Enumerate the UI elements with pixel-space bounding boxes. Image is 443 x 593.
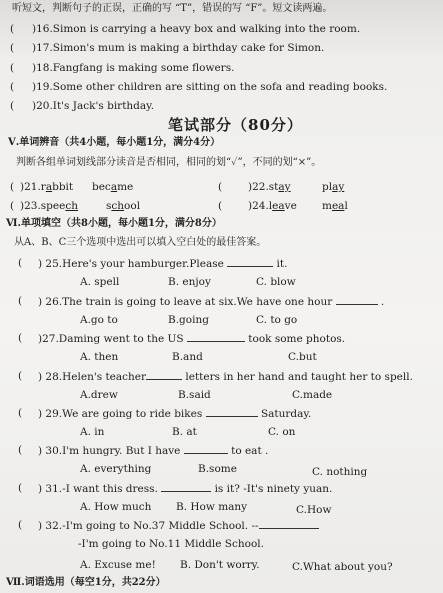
answer-paren: (: [10, 81, 15, 93]
word-part: l: [344, 200, 348, 212]
option-c: C.What about you?: [292, 561, 393, 573]
question-32: [38, 518, 319, 533]
answer-paren: (: [218, 181, 223, 193]
answer-blank[interactable]: [227, 256, 273, 267]
question-number: )16.: [32, 23, 53, 35]
question-number: ) 29.: [38, 408, 63, 420]
question-text: We are going to ride bikes: [62, 408, 203, 420]
answer-paren: (: [10, 23, 15, 35]
answer-paren: (: [10, 42, 15, 54]
answer-paren: (: [218, 200, 223, 212]
question-text: Simon is carrying a heavy box and walking into the room.: [52, 23, 361, 35]
question-text: Here's your hamburger.Please: [62, 258, 224, 270]
word-part: r: [40, 181, 46, 193]
option-b: B. How many: [176, 501, 248, 513]
option-a: A.go to: [80, 314, 118, 326]
question-text: Daming went to the US: [58, 333, 184, 345]
question-number: ) 30.: [38, 445, 63, 457]
word-2: [106, 199, 140, 213]
answer-paren: (: [18, 519, 23, 531]
question-number: )19.: [32, 81, 53, 93]
word-part: me: [117, 181, 134, 193]
word-part: bbit: [52, 181, 74, 193]
answer-blank[interactable]: [336, 294, 378, 305]
question-32-reply: -I'm going to No.11 Middle School.: [78, 538, 264, 550]
question-text: Helen's teacher: [62, 371, 147, 383]
underlined-part: a: [45, 181, 53, 193]
question-number: ) 28.: [38, 371, 63, 383]
word-2: [322, 199, 348, 213]
option-a: A. in: [80, 426, 105, 438]
question-28: [38, 369, 413, 384]
word-part: spee: [40, 200, 66, 212]
answer-blank[interactable]: [259, 518, 319, 529]
answer-paren: (: [18, 482, 23, 494]
question-23: [20, 199, 78, 213]
word-part: l: [268, 200, 273, 212]
underlined-part: ay: [332, 181, 345, 193]
question-18: [32, 61, 234, 75]
section-6-instruction: 从A、B、C三个选项中选出可以填入空白处的最佳答案。: [14, 237, 267, 248]
written-part-title: 笔试部分（80分）: [168, 116, 303, 134]
word-2: [322, 180, 344, 194]
question-text: Fangfang is making some flowers.: [52, 62, 235, 74]
question-text: -I want this dress.: [62, 483, 158, 495]
underlined-part: ch: [65, 200, 78, 212]
answer-paren: (: [18, 407, 23, 419]
question-text: The train is going to leave at six.We have one hour: [62, 296, 333, 308]
question-text: to eat .: [231, 445, 269, 457]
question-text: It's Jack's birthday.: [52, 100, 155, 112]
answer-blank[interactable]: [206, 406, 258, 417]
word-part: pl: [322, 181, 333, 193]
option-b: B. Don't worry.: [180, 559, 260, 571]
section-7-heading: Ⅶ.词语选用（每空1分，共22分）: [6, 577, 166, 588]
word-part: m: [322, 200, 332, 212]
question-text: it.: [276, 258, 288, 270]
option-c: C. blow: [256, 276, 296, 288]
question-number: )24.: [248, 200, 269, 212]
question-number: )18.: [32, 62, 53, 74]
option-c: C.How: [296, 504, 332, 516]
option-c: C.made: [292, 389, 333, 401]
underlined-part: a: [110, 181, 118, 193]
word-part: ve: [284, 200, 297, 212]
question-30: [38, 443, 268, 458]
question-19: [32, 80, 387, 94]
question-number: )27.: [38, 333, 59, 345]
question-24: [248, 199, 297, 213]
question-number: )17.: [32, 42, 53, 54]
option-a: A. How much: [80, 501, 152, 513]
option-b: B.and: [172, 351, 203, 363]
word-part: bec: [92, 181, 111, 193]
question-number: )22.: [248, 181, 269, 193]
word-part: s: [106, 200, 112, 212]
answer-paren: (: [10, 181, 15, 193]
question-26: [38, 294, 384, 309]
option-a: A. spell: [80, 276, 120, 288]
option-c: C. to go: [256, 314, 298, 326]
question-number: ) 26.: [38, 296, 63, 308]
question-text: took some photos.: [248, 333, 346, 345]
answer-paren: (: [18, 295, 23, 307]
question-text: I'm hungry. But I have: [62, 445, 181, 457]
section-6-heading: Ⅵ.单项填空（共8小题，每小题1分，满分8分）: [6, 218, 222, 229]
listening-instruction: 听短文，判断句子的正误，正确的写 “T”，错误的写 “F”。短文读两遍。: [12, 3, 333, 14]
word-2: [92, 180, 133, 194]
question-number: ) 25.: [38, 258, 63, 270]
question-27: [38, 331, 345, 346]
question-number: )20.: [32, 100, 53, 112]
option-a: A. everything: [80, 463, 152, 475]
question-text: -I'm going to No.37 Middle School. --: [62, 520, 259, 532]
question-20: [32, 99, 154, 113]
question-number: )23.: [20, 200, 41, 212]
word-part: st: [268, 181, 279, 193]
option-b: B.some: [198, 463, 237, 475]
question-21: [20, 180, 73, 194]
question-25: [38, 256, 287, 271]
question-31: [38, 481, 332, 496]
answer-paren: (: [18, 332, 23, 344]
option-b: B. at: [172, 426, 197, 438]
question-17: [32, 41, 324, 55]
section-5-heading: Ⅴ.单词辨音（共4小题，每小题1分，满分4分）: [8, 137, 221, 148]
option-a: A. then: [80, 351, 119, 363]
answer-paren: (: [10, 62, 15, 74]
question-29: [38, 406, 311, 421]
question-text: .: [380, 296, 385, 308]
underlined-part: ea: [272, 200, 285, 212]
answer-blank[interactable]: [187, 331, 245, 342]
option-c: C.but: [288, 351, 317, 363]
option-a: A. Excuse me!: [80, 559, 156, 571]
option-a: A.drew: [80, 389, 118, 401]
question-text: letters in her hand and taught her to spell.: [185, 371, 413, 383]
question-number: )21.: [20, 181, 41, 193]
question-22: [248, 180, 291, 194]
underlined-part: ay: [278, 181, 291, 193]
question-text: is it? -It's ninety yuan.: [214, 483, 333, 495]
question-text: Saturday.: [260, 408, 312, 420]
answer-paren: (: [18, 444, 23, 456]
underlined-part: ea: [331, 200, 345, 212]
answer-blank[interactable]: [146, 369, 182, 380]
answer-blank[interactable]: [161, 481, 211, 492]
option-c: C. on: [268, 426, 296, 438]
question-text: Simon's mum is making a birthday cake for Simon.: [52, 42, 325, 54]
answer-blank[interactable]: [184, 443, 228, 454]
option-b: B. enjoy: [168, 276, 211, 288]
option-c: C. nothing: [312, 466, 368, 478]
option-b: B.said: [178, 389, 211, 401]
answer-paren: (: [18, 257, 23, 269]
section-5-instruction: 判断各组单词划线部分读音是否相同，相同的划“✓”，不同的划“×”。: [16, 157, 322, 168]
answer-paren: (: [10, 100, 15, 112]
question-16: [32, 22, 360, 36]
underlined-part: ch: [111, 200, 125, 212]
question-number: ) 32.: [38, 520, 63, 532]
question-text: Some other children are sitting on the sofa and reading books.: [52, 81, 388, 93]
option-b: B.going: [168, 314, 209, 326]
answer-paren: (: [18, 370, 23, 382]
word-part: ool: [124, 200, 141, 212]
answer-paren: (: [10, 200, 15, 212]
question-number: ) 31.: [38, 483, 63, 495]
